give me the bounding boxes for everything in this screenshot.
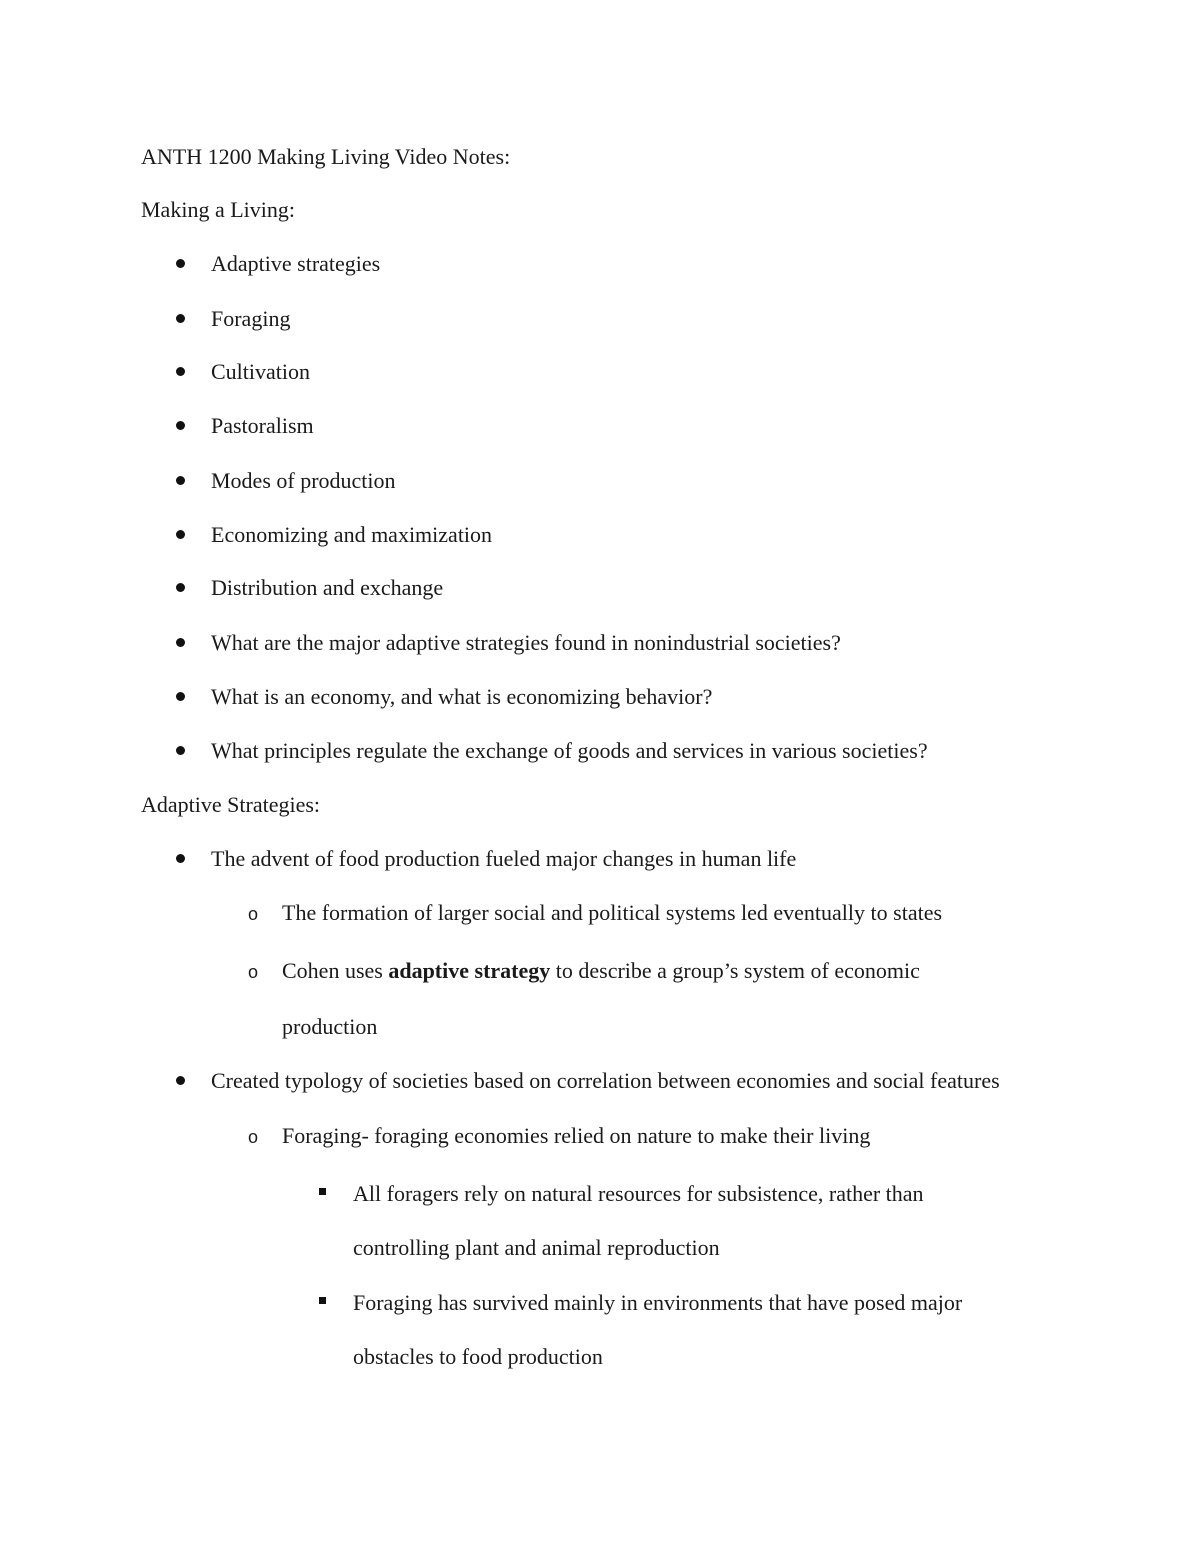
list-item: What are the major adaptive strategies found in nonindustrial societies? — [211, 630, 841, 655]
sub-sub-list-item: Foraging has survived mainly in environments that have posed major — [353, 1290, 963, 1315]
document-title: ANTH 1200 Making Living Video Notes: — [141, 144, 511, 169]
sub-bullet-icon: o — [248, 904, 259, 924]
list-item: The advent of food production fueled major changes in human life — [211, 846, 797, 871]
list-item: What principles regulate the exchange of goods and services in various societies? — [211, 738, 928, 763]
bullet-icon — [176, 259, 185, 268]
bullet-icon — [176, 367, 185, 376]
square-bullet-icon — [319, 1188, 326, 1195]
sub-list-item: Foraging- foraging economies relied on nature to make their living — [282, 1123, 871, 1148]
bullet-icon — [176, 314, 185, 323]
list-item: Adaptive strategies — [211, 251, 381, 276]
list-item: Foraging — [211, 306, 291, 331]
sub-list-item: Cohen uses adaptive strategy to describe a group’s system of economic — [282, 958, 920, 983]
list-item: Cultivation — [211, 359, 310, 384]
sub-sub-list-item-continuation: controlling plant and animal reproduction — [353, 1235, 720, 1260]
section-heading-adaptive-strategies: Adaptive Strategies: — [141, 792, 321, 817]
list-item: Distribution and exchange — [211, 575, 444, 600]
bullet-icon — [176, 476, 185, 485]
sub-sub-list-item-continuation: obstacles to food production — [353, 1344, 603, 1369]
list-item: Created typology of societies based on correlation between economies and social features — [211, 1068, 1000, 1093]
bullet-icon — [176, 1076, 185, 1085]
sub-list-item-continuation: production — [282, 1014, 378, 1039]
bold-term: adaptive strategy — [388, 958, 551, 983]
sub-bullet-icon: o — [248, 962, 259, 982]
bullet-icon — [176, 583, 185, 592]
square-bullet-icon — [319, 1297, 326, 1304]
sub-bullet-icon: o — [248, 1127, 259, 1147]
bullet-icon — [176, 421, 185, 430]
bullet-icon — [176, 854, 185, 863]
sub-sub-list-item: All foragers rely on natural resources for subsistence, rather than — [353, 1181, 924, 1206]
bullet-icon — [176, 692, 185, 701]
list-item: What is an economy, and what is economizing behavior? — [211, 684, 713, 709]
list-item: Economizing and maximization — [211, 522, 493, 547]
section-heading-making-a-living: Making a Living: — [141, 197, 295, 222]
bullet-icon — [176, 530, 185, 539]
list-item: Modes of production — [211, 468, 396, 493]
bullet-icon — [176, 746, 185, 755]
sub-list-item: The formation of larger social and political systems led eventually to states — [282, 900, 943, 925]
bullet-icon — [176, 638, 185, 647]
list-item: Pastoralism — [211, 413, 314, 438]
